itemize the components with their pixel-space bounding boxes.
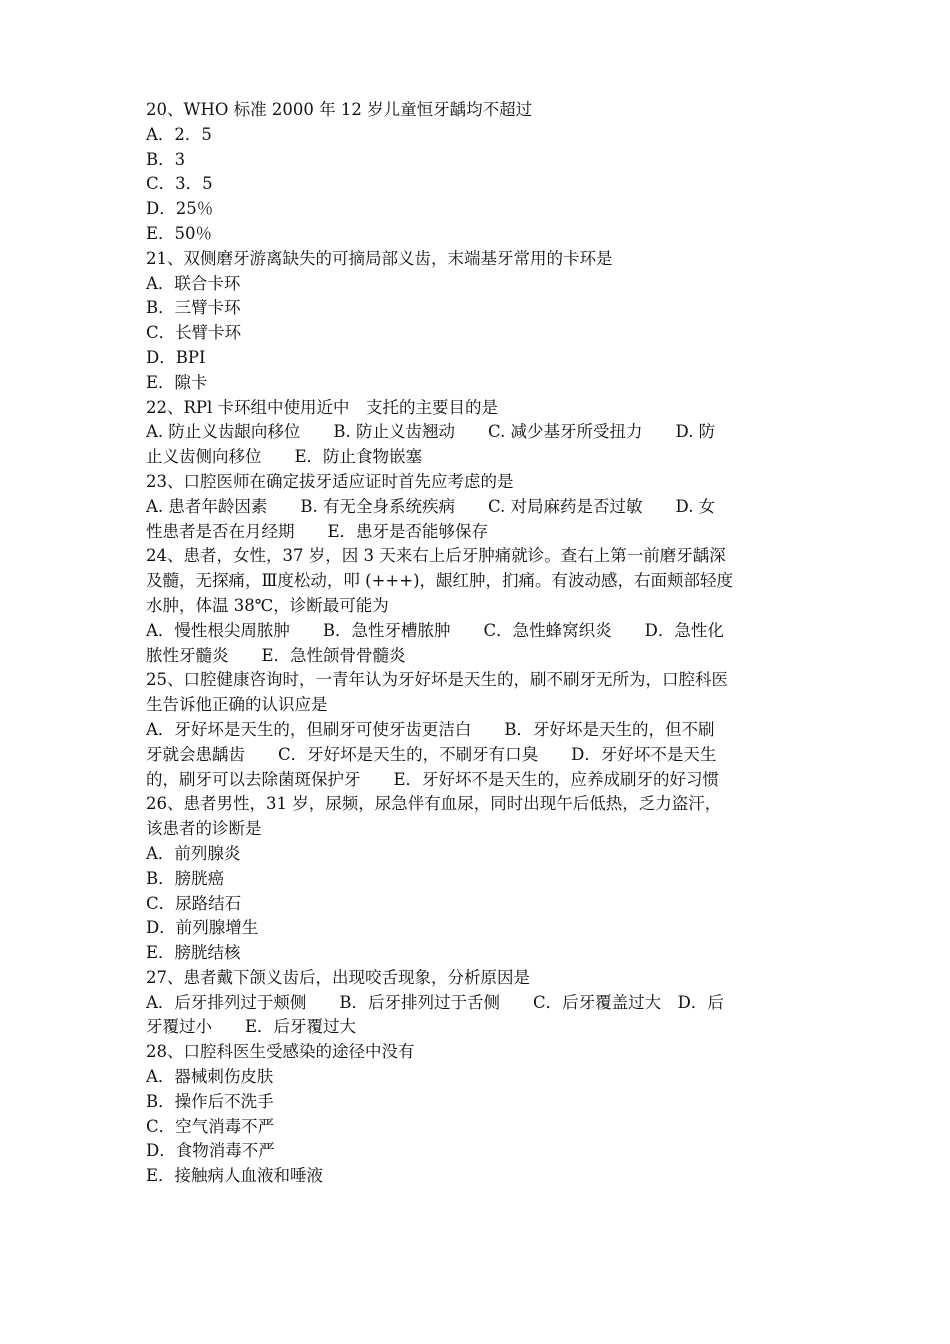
option-line: E．接触病人血液和唾液 xyxy=(146,1166,324,1186)
option-line: 脓性牙髓炎 E．急性颌骨骨髓炎 xyxy=(146,645,406,665)
option-line: C．尿路结石 xyxy=(146,893,242,913)
option-line: E．隙卡 xyxy=(146,372,208,392)
question-20-stem: 20、WHO 标准 2000 年 12 岁儿童恒牙龋均不超过 xyxy=(146,100,533,119)
option-line: B．操作后不洗手 xyxy=(146,1091,274,1111)
question-23-stem: 23、口腔医师在确定拔牙适应证时首先应考虑的是 xyxy=(146,471,514,491)
option-line: A．2．5 xyxy=(146,124,212,144)
question-26-stem: 该患者的诊断是 xyxy=(146,819,262,839)
option-line: C．空气消毒不严 xyxy=(146,1116,275,1136)
option-line: 止义齿侧向移位 E．防止食物嵌塞 xyxy=(146,447,423,467)
option-line: D．食物消毒不严 xyxy=(146,1141,275,1161)
question-28-stem: 28、口腔科医生受感染的途径中没有 xyxy=(146,1042,415,1062)
option-line: B．膀胱癌 xyxy=(146,868,225,888)
option-line: 的，刷牙可以去除菌斑保护牙 E．牙好坏不是天生的，应养成刷牙的好习惯 xyxy=(146,769,720,789)
option-line: D．BPI xyxy=(146,347,206,367)
option-line: A. 防止义齿龈向移位 B. 防止义齿翘动 C. 减少基牙所受扭力 D. 防 xyxy=(146,422,716,442)
option-line: A．前列腺炎 xyxy=(146,843,241,863)
question-21-stem: 21、双侧磨牙游离缺失的可摘局部义齿，末端基牙常用的卡环是 xyxy=(146,248,613,268)
option-line: E．膀胱结核 xyxy=(146,943,241,963)
option-line: C．长臂卡环 xyxy=(146,323,242,343)
option-line: 性患者是否在月经期 E．患牙是否能够保存 xyxy=(146,521,489,541)
option-line: A．器械刺伤皮肤 xyxy=(146,1067,274,1087)
option-line: 牙就会患龋齿 C．牙好坏是天生的，不刷牙有口臭 D．牙好坏不是天生 xyxy=(146,744,717,764)
option-line: E．50％ xyxy=(146,223,213,243)
option-line: A．联合卡环 xyxy=(146,273,241,293)
question-22-stem: 22、RPl 卡环组中使用近中 支托的主要目的是 xyxy=(146,397,499,417)
option-line: D．25％ xyxy=(146,199,214,219)
question-24-stem: 24、患者，女性，37 岁，因 3 天来右上后牙肿痛就诊。查右上第一前磨牙龋深 xyxy=(146,546,726,566)
option-line: 牙覆过小 E．后牙覆过大 xyxy=(146,1017,357,1037)
question-25-stem: 生告诉他正确的认识应是 xyxy=(146,695,328,715)
question-24-stem: 水肿，体温 38℃，诊断最可能为 xyxy=(146,595,389,615)
question-26-stem: 26、患者男性，31 岁，尿频，尿急伴有血尿，同时出现午后低热，乏力盗汗， xyxy=(146,794,722,814)
option-line: D．前列腺增生 xyxy=(146,918,259,938)
option-line: A．慢性根尖周脓肿 B．急性牙槽脓肿 C．急性蜂窝织炎 D．急性化 xyxy=(146,620,724,640)
option-line: B．三臂卡环 xyxy=(146,298,241,318)
option-line: C．3．5 xyxy=(146,174,213,194)
question-25-stem: 25、口腔健康咨询时，一青年认为牙好坏是天生的，刷不刷牙无所为，口腔科医 xyxy=(146,670,728,690)
option-line: B．3 xyxy=(146,149,186,169)
option-line: A. 患者年龄因素 B. 有无全身系统疾病 C. 对局麻药是否过敏 D. 女 xyxy=(146,496,716,516)
option-line: A．后牙排列过于颊侧 B．后牙排列过于舌侧 C．后牙覆盖过大 D．后 xyxy=(146,992,724,1012)
question-27-stem: 27、患者戴下颌义齿后，出现咬舌现象，分析原因是 xyxy=(146,967,530,987)
question-24-stem: 及髓，无探痛，Ⅲ度松动，叩 (+++)，龈红肿，扪痛。有波动感，右面颊部轻度 xyxy=(146,571,734,591)
document-body xyxy=(146,98,814,1189)
option-line: A．牙好坏是天生的，但刷牙可使牙齿更洁白 B．牙好坏是天生的，但不刷 xyxy=(146,719,715,739)
